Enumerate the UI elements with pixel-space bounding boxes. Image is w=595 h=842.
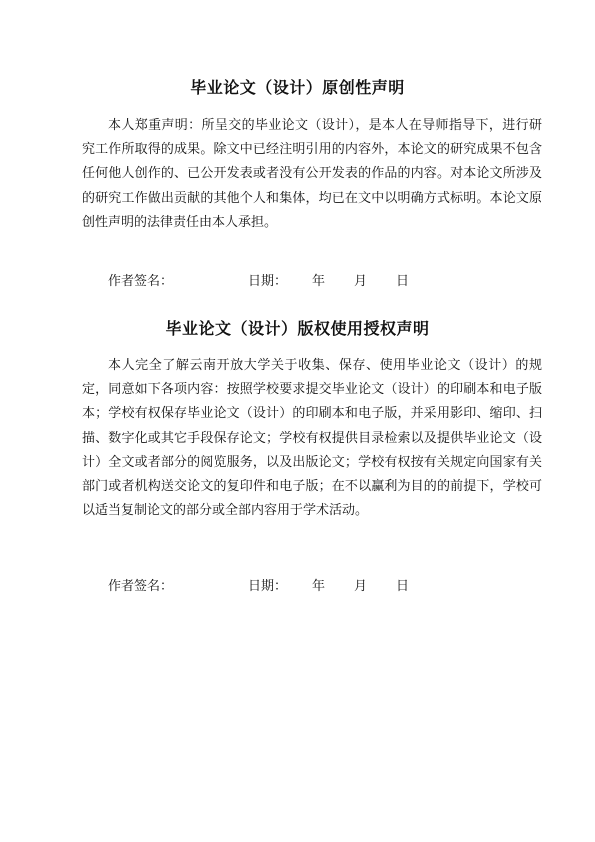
- author-signature-label: 作者签名：: [108, 274, 174, 289]
- date-label: 日期：: [248, 579, 288, 594]
- day-label: 日: [396, 579, 410, 594]
- originality-statement-body: [82, 114, 542, 235]
- originality-statement-paragraph: 本人郑重声明：所呈交的毕业论文（设计），是本人在导师指导下，进行研究工作所取得的成果。除文中已经注明引用的内容外，本论文的研究成果不包含任何他人创作的、已公开发表或者没有公开发表的作品的内容。对本论文所涉及的研究工作做出贡献的其他个人和集体，均已在文中以明确方式标明。本论文原创性声明的法律责任由本人承担。: [82, 118, 542, 230]
- author-signature-label: 作者签名：: [108, 579, 174, 594]
- month-label: 月: [354, 274, 368, 289]
- originality-statement-title: 毕业论文（设计）原创性声明: [190, 78, 405, 97]
- month-label: 月: [354, 579, 368, 594]
- date-label: 日期：: [248, 274, 288, 289]
- authorization-statement-paragraph: 本人完全了解云南开放大学关于收集、保存、使用毕业论文（设计）的规定，同意如下各项内容：按照学校要求提交毕业论文（设计）的印刷本和电子版本；学校有权保存毕业论文（设计）的印刷本和电子版，并采用影印、缩印、扫描、数字化或其它手段保存论文；学校有权提供目录检索以及提供毕业论文（设计）全文或者部分的阅览服务，以及出版论文；学校有权按有关规定向国家有关部门或者机构送交论文的复印件和电子版；在不以赢利为目的的前提下，学校可以适当复制论文的部分或全部内容用于学术活动。: [82, 358, 542, 519]
- year-label: 年: [312, 579, 326, 594]
- authorization-statement-body: [82, 354, 542, 523]
- authorization-statement-title: 毕业论文（设计）版权使用授权声明: [165, 319, 430, 338]
- day-label: 日: [396, 274, 410, 289]
- year-label: 年: [312, 274, 326, 289]
